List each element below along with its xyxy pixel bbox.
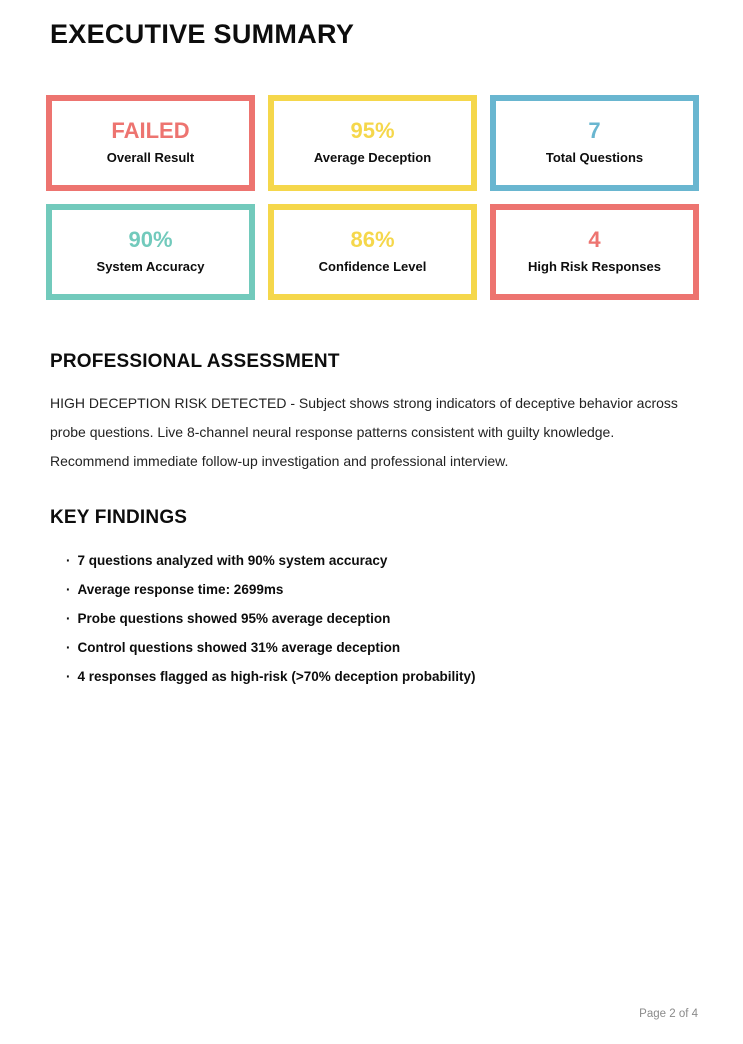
metric-label: High Risk Responses <box>528 259 661 274</box>
key-finding-item: · Probe questions showed 95% average deception <box>66 604 693 633</box>
metric-label: Total Questions <box>545 150 644 165</box>
metric-value: 4 <box>588 227 601 252</box>
metric-cards-grid <box>46 95 699 300</box>
key-finding-item: · 7 questions analyzed with 90% system accuracy <box>66 546 693 575</box>
metric-card-average-deception <box>268 95 477 191</box>
metric-card-total-questions <box>490 95 699 191</box>
professional-assessment-heading: PROFESSIONAL ASSESSMENT <box>50 351 340 372</box>
professional-assessment-body: HIGH DECEPTION RISK DETECTED - Subject shows strong indicators of deceptive behavior across probe questions. Live 8-channel neural response patterns consistent with guilty knowledge. Recommend immediate follow-up investigation and professional interview. <box>50 395 678 469</box>
metric-value: 95% <box>350 118 395 143</box>
metric-card-high-risk-responses <box>490 204 699 300</box>
metric-card-overall-result <box>46 95 255 191</box>
metric-label: System Accuracy <box>96 259 205 274</box>
metric-label: Confidence Level <box>318 259 427 274</box>
key-finding-item: · Control questions showed 31% average deception <box>66 633 693 662</box>
metric-value: 90% <box>128 227 173 252</box>
metric-value: FAILED <box>111 118 190 143</box>
metric-card-system-accuracy <box>46 204 255 300</box>
metric-label: Average Deception <box>313 150 432 165</box>
metric-value: 86% <box>350 227 395 252</box>
key-finding-item: · 4 responses flagged as high-risk (>70% deception probability) <box>66 662 693 691</box>
key-finding-item: · Average response time: 2699ms <box>66 575 693 604</box>
key-findings-heading: KEY FINDINGS <box>50 507 188 528</box>
metric-card-confidence-level <box>268 204 477 300</box>
page-title: EXECUTIVE SUMMARY <box>50 19 355 49</box>
page-number: Page 2 of 4 <box>639 1008 698 1020</box>
key-findings-list <box>66 546 693 691</box>
metric-value: 7 <box>588 118 601 143</box>
metric-label: Overall Result <box>106 150 195 165</box>
